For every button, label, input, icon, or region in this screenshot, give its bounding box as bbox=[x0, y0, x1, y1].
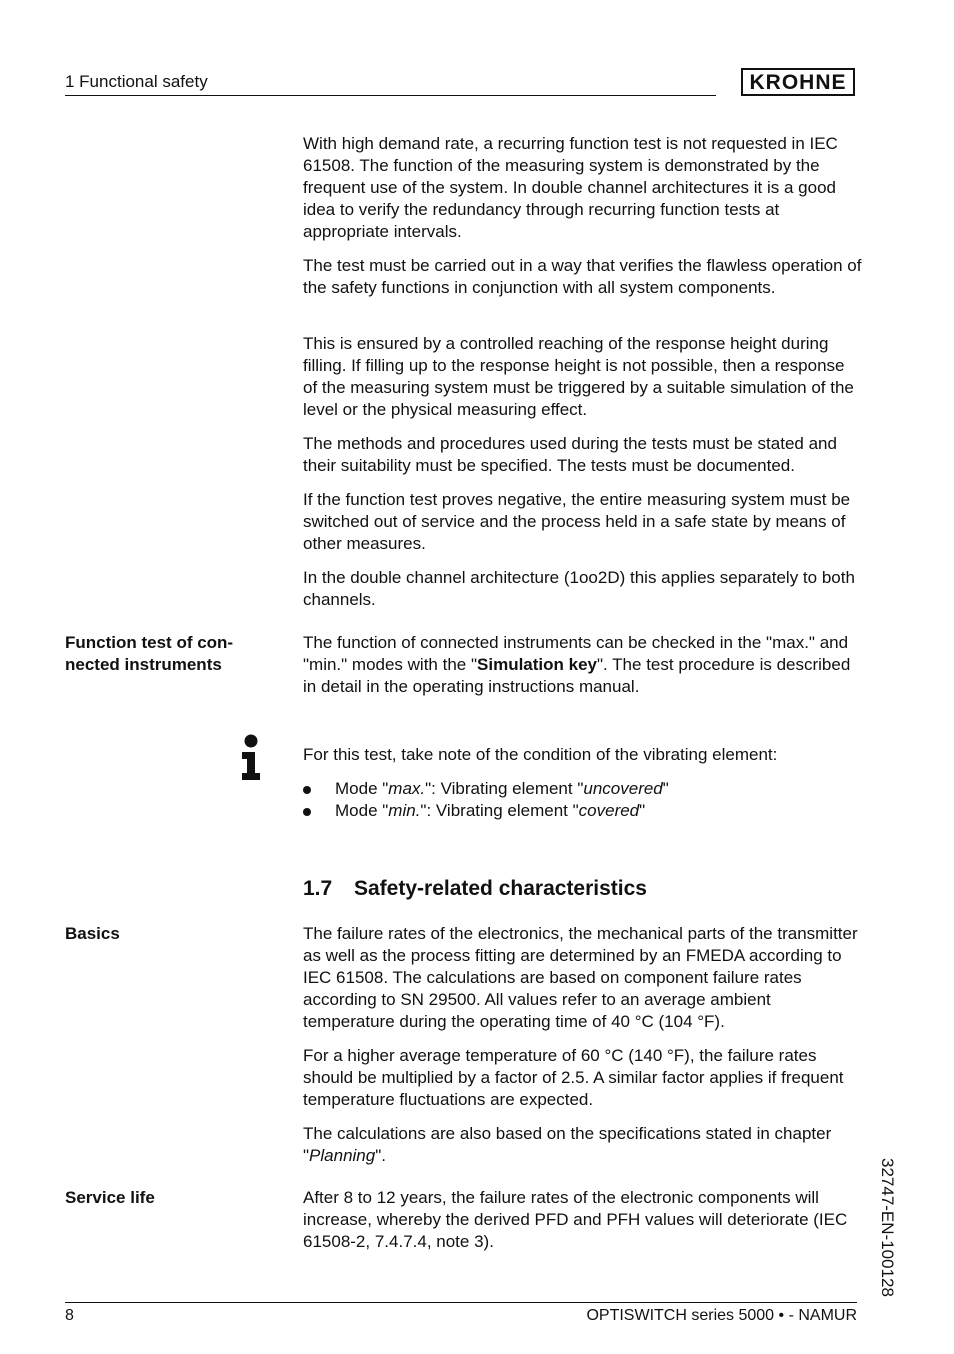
paragraph-response-height bbox=[303, 333, 863, 421]
paragraph-text: For a higher average temperature of 60 °C (140 °F), the failure rates should be multiplied by a factor of 2.5. A similar factor applies if frequent temperature fluctuations are expected. bbox=[303, 1046, 844, 1109]
paragraph-text: The test must be carried out in a way that verifies the flawless operation of the safety functions in conjunction with all system components. bbox=[303, 256, 862, 297]
header-divider bbox=[65, 95, 716, 96]
section-title: Safety-related characteristics bbox=[354, 877, 647, 900]
page-number: 8 bbox=[65, 1307, 74, 1324]
planning-reference: Planning bbox=[309, 1146, 376, 1165]
krohne-logo bbox=[741, 68, 855, 96]
note-text bbox=[303, 744, 863, 766]
paragraph-temperature bbox=[303, 1045, 863, 1111]
text-segment: ". The test procedure is described in detail in the operating instructions manual. bbox=[303, 655, 851, 696]
product-name: OPTISWITCH series 5000 • - NAMUR bbox=[586, 1307, 857, 1324]
text-segment: " bbox=[662, 779, 669, 798]
chapter-title: 1 Functional safety bbox=[65, 72, 208, 91]
paragraph-fmeda bbox=[303, 923, 863, 1033]
paragraph-demand-rate bbox=[303, 133, 863, 243]
simulation-key-term: Simulation key bbox=[477, 655, 597, 674]
text-segment: Mode " bbox=[335, 801, 389, 820]
paragraph-double-channel bbox=[303, 567, 863, 611]
text-segment: The function of connected instruments can be checked in the "max." and "min." modes with the " bbox=[303, 633, 849, 674]
paragraph-text: This is ensured by a controlled reaching of the response height during filling. If filling up to the response height is not possible, then a response of the measuring system must be triggered by a suitable simulation of the level or the physical measuring effect. bbox=[303, 334, 854, 419]
bullet-icon bbox=[303, 786, 311, 794]
paragraph-negative-test bbox=[303, 489, 863, 555]
bullet-icon bbox=[303, 808, 311, 816]
paragraph-service-life bbox=[303, 1187, 863, 1253]
text-segment: ": Vibrating element " bbox=[425, 779, 584, 798]
section-heading bbox=[303, 876, 647, 902]
paragraph-text: For this test, take note of the condition of the vibrating element: bbox=[303, 745, 778, 764]
section-number: 1.7 bbox=[303, 877, 333, 900]
document-code-text: 32747-EN-100128 bbox=[878, 1158, 897, 1297]
paragraph-text: After 8 to 12 years, the failure rates of the electronic components will increase, whereby the derived PFD and PFH values will deteriorate (IEC 61508-2, 7.4.7.4, note 3). bbox=[303, 1188, 848, 1251]
label-line: Function test of con- bbox=[65, 633, 234, 652]
paragraph-test-method bbox=[303, 255, 863, 299]
mode-value: max. bbox=[388, 779, 426, 798]
mode-value: min. bbox=[388, 801, 421, 820]
label-line: nected instruments bbox=[65, 655, 222, 674]
text-segment: ": Vibrating element " bbox=[420, 801, 579, 820]
info-icon bbox=[240, 734, 262, 782]
state-value: covered bbox=[578, 801, 640, 820]
text-segment: ". bbox=[375, 1146, 386, 1165]
logo-text: KROHNE bbox=[749, 70, 847, 94]
paragraph-text: The failure rates of the electronics, the mechanical parts of the transmitter as well as the process fitting are determined by an FMEDA according to IEC 61508. The calculations are based on component failure rates according to SN 29500. All values refer to an average ambient temperature during the operating time of 40 °C (104 °F). bbox=[303, 924, 858, 1031]
paragraph-function-test bbox=[303, 632, 863, 698]
footer-divider bbox=[65, 1302, 857, 1303]
paragraph-text: If the function test proves negative, the entire measuring system must be switched out of service and the process held in a safe state by means of other measures. bbox=[303, 490, 851, 553]
state-value: uncovered bbox=[583, 779, 663, 798]
text-segment: The calculations are also based on the specifications stated in chapter " bbox=[303, 1124, 832, 1165]
text-segment: Mode " bbox=[335, 779, 389, 798]
paragraph-procedures bbox=[303, 433, 863, 477]
function-test-label bbox=[65, 632, 265, 676]
paragraph-text: The methods and procedures used during the tests must be stated and their suitability must be specified. The tests must be documented. bbox=[303, 434, 837, 475]
text-segment: " bbox=[639, 801, 646, 820]
paragraph-text: With high demand rate, a recurring function test is not requested in IEC 61508. The function of the measuring system is demonstrated by the frequent use of the system. In double channel architectures it is a good idea to verify the redundancy through recurring function tests at appropriate intervals. bbox=[303, 134, 838, 241]
service-life-label: Service life bbox=[65, 1188, 155, 1207]
paragraph-text: In the double channel architecture (1oo2D) this applies separately to both channels. bbox=[303, 568, 855, 609]
paragraph-planning bbox=[303, 1123, 863, 1167]
document-code bbox=[878, 1158, 898, 1308]
basics-label: Basics bbox=[65, 924, 120, 943]
